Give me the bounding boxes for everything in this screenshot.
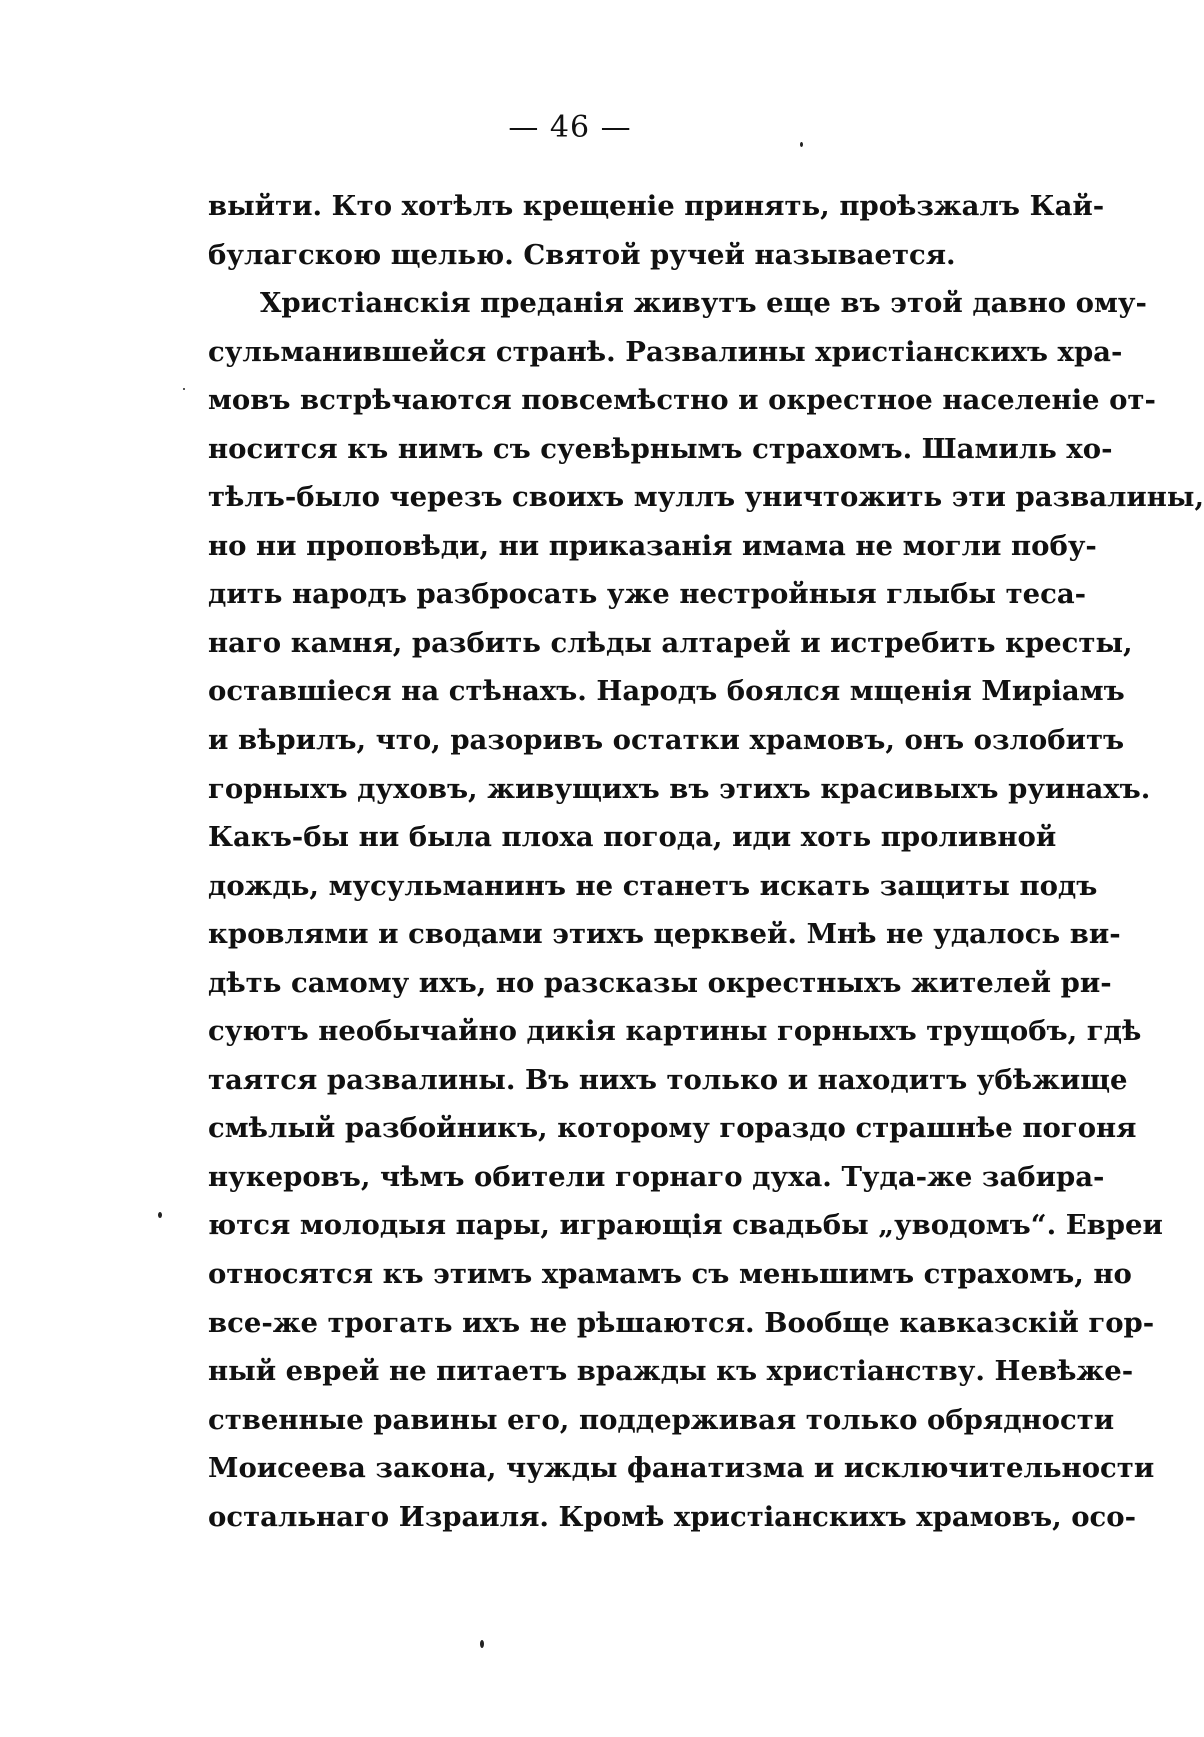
text-line: Какъ-бы ни была плоха погода, иди хоть проливной bbox=[208, 821, 1057, 854]
text-line: суютъ необычайно дикія картины горныхъ трущобъ, гдѣ bbox=[208, 1015, 1142, 1048]
text-line: мовъ встрѣчаются повсемѣстно и окрестное населеніе от- bbox=[208, 384, 1156, 417]
text-line: Христіанскія преданія живутъ еще въ этой давно ому- bbox=[260, 287, 1147, 320]
text-line: ный еврей не питаетъ вражды къ христіанству. Невѣже- bbox=[208, 1355, 1134, 1388]
text-line: наго камня, разбить слѣды алтарей и истребить кресты, bbox=[208, 626, 1133, 659]
text-line: дождь, мусульманинъ не станетъ искать защиты подъ bbox=[208, 869, 1098, 902]
text-line: все-же трогать ихъ не рѣшаются. Вообще кавказскій гор- bbox=[208, 1306, 1155, 1339]
text-line: но ни проповѣди, ни приказанія имама не могли побу- bbox=[208, 529, 1097, 562]
text-line: Моисеева закона, чужды фанатизма и исключительности bbox=[208, 1452, 1155, 1485]
text-line: дѣть самому ихъ, но разсказы окрестныхъ жителей ри- bbox=[208, 966, 1112, 999]
body-text bbox=[208, 182, 1204, 1541]
text-line: горныхъ духовъ, живущихъ въ этихъ красивыхъ руинахъ. bbox=[208, 772, 1151, 805]
text-line: кровлями и сводами этихъ церквей. Мнѣ не удалось ви- bbox=[208, 918, 1121, 951]
text-line: булагскою щелью. Святой ручей называется. bbox=[208, 238, 956, 271]
scan-speck bbox=[800, 142, 803, 147]
text-line: носится къ нимъ съ суевѣрнымъ страхомъ. Шамиль хо- bbox=[208, 432, 1113, 465]
text-line: относятся къ этимъ храмамъ съ меньшимъ страхомъ, но bbox=[208, 1258, 1132, 1291]
page-number: — 46 — bbox=[508, 110, 632, 145]
scan-speck bbox=[183, 388, 185, 390]
text-line: ются молодыя пары, играющія свадьбы „уводомъ“. Евреи bbox=[208, 1209, 1163, 1242]
text-line: выйти. Кто хотѣлъ крещеніе принять, проѣзжалъ Кай- bbox=[208, 190, 1105, 222]
text-line: остальнаго Израиля. Кромѣ христіанскихъ храмовъ, осо- bbox=[208, 1500, 1137, 1533]
text-line: таятся развалины. Въ нихъ только и находитъ убѣжище bbox=[208, 1063, 1128, 1096]
text-line: и вѣрилъ, что, разоривъ остатки храмовъ, онъ озлобитъ bbox=[208, 724, 1125, 757]
text-line: смѣлый разбойникъ, которому гораздо страшнѣе погоня bbox=[208, 1112, 1137, 1145]
text-line: тѣлъ-было черезъ своихъ муллъ уничтожить эти развалины, bbox=[208, 481, 1204, 514]
text-line: оставшіеся на стѣнахъ. Народъ боялся мщенія Миріамъ bbox=[208, 675, 1125, 708]
text-line: ственные равины его, поддерживая только обрядности bbox=[208, 1403, 1115, 1436]
scan-speck bbox=[480, 1640, 484, 1648]
text-line: дить народъ разбросать уже нестройныя глыбы теса- bbox=[208, 578, 1087, 611]
scan-speck bbox=[158, 1212, 162, 1218]
text-line: нукеровъ, чѣмъ обители горнаго духа. Туда-же забира- bbox=[208, 1160, 1105, 1193]
text-line: сульманившейся странѣ. Развалины христіанскихъ хра- bbox=[208, 335, 1123, 368]
